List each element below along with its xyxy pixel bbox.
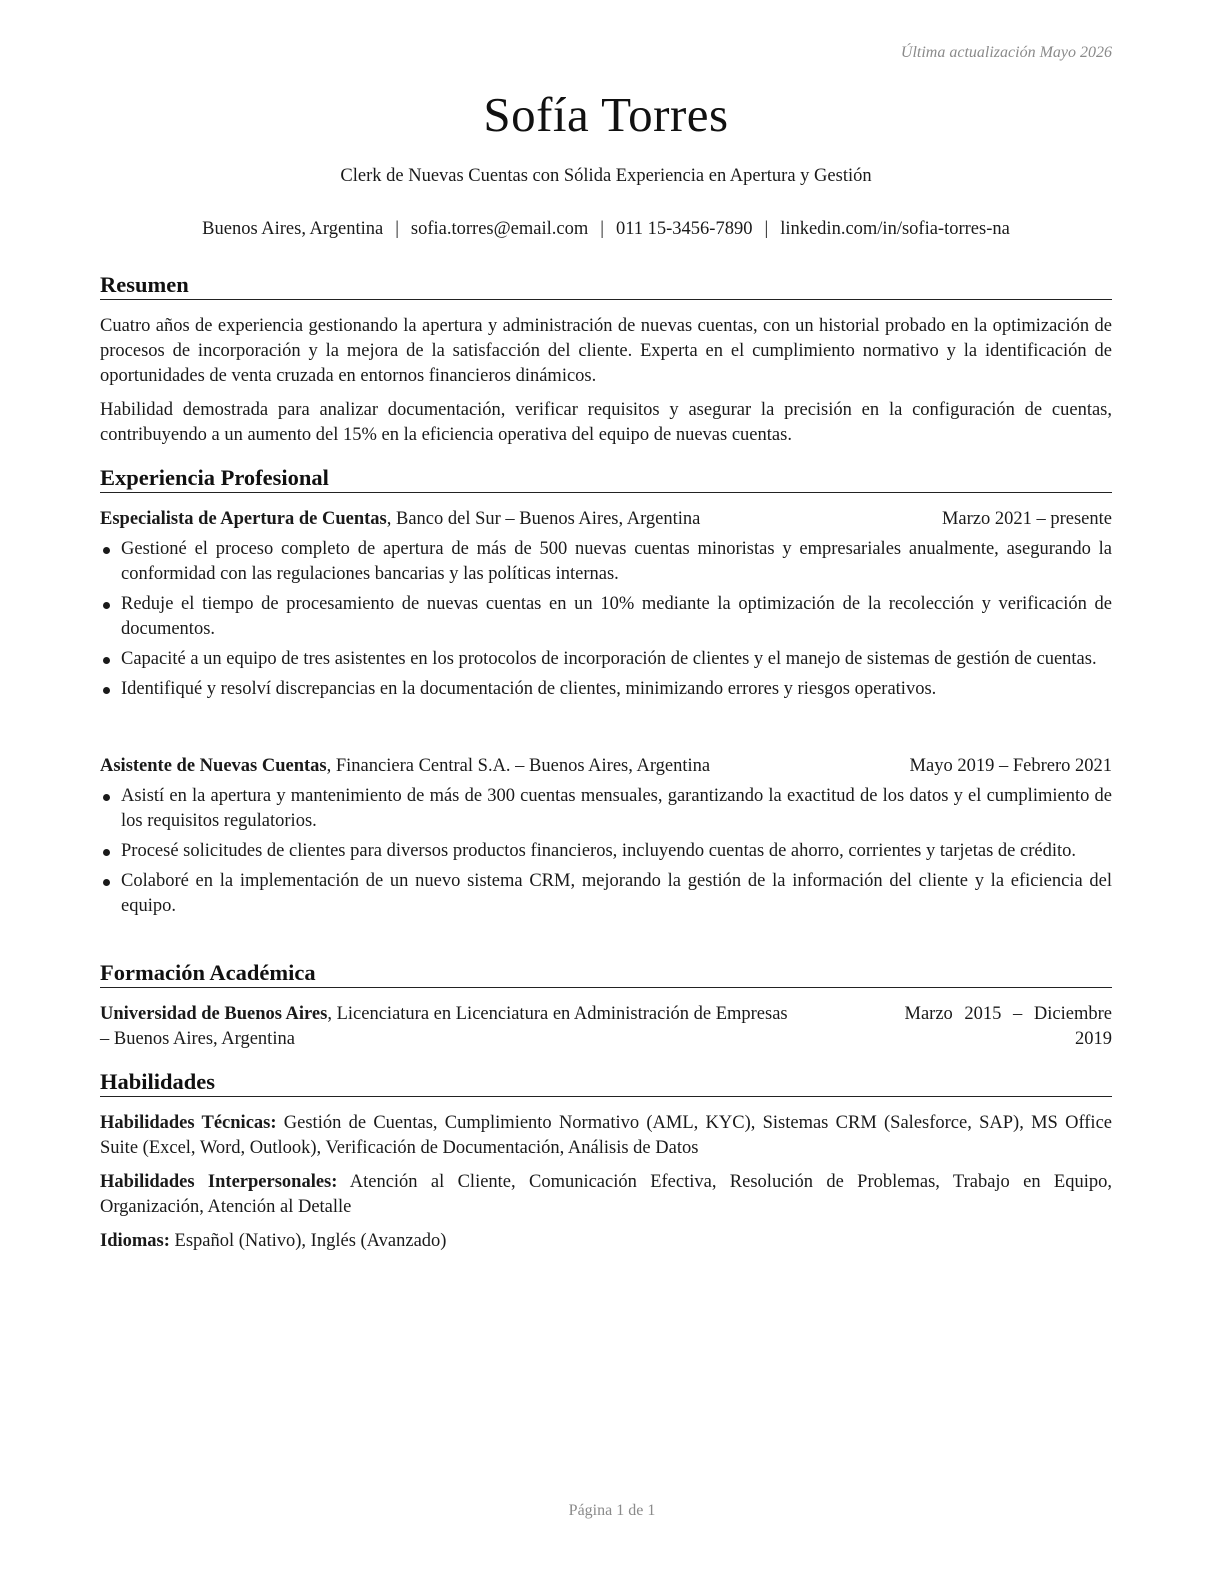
last-updated: Última actualización Mayo 2026 bbox=[900, 44, 1112, 61]
candidate-headline: Clerk de Nuevas Cuentas con Sólida Experiencia en Apertura y Gestión bbox=[340, 166, 872, 186]
contact-separator: | bbox=[764, 219, 769, 239]
education-location: – Buenos Aires, Argentina bbox=[100, 1029, 295, 1049]
job-dates: Mayo 2019 – Febrero 2021 bbox=[909, 756, 1112, 776]
summary-paragraph: Cuatro años de experiencia gestionando la apertura y administración de nuevas cuentas, con un historial probado en la optimización de procesos de incorporación y la mejora de la satisfacción del cliente. Experta en el cumplimiento normativo y la identificación de oportunidades de venta cruzada en entornos financieros dinámicos. bbox=[100, 316, 1112, 386]
section-title-experience: Experiencia Profesional bbox=[100, 464, 1112, 493]
skills-label: Habilidades Interpersonales: bbox=[100, 1172, 338, 1192]
skills-label: Idiomas: bbox=[100, 1231, 170, 1251]
contact-phone: 011 15-3456-7890 bbox=[615, 219, 753, 239]
job-bullet: Procesé solicitudes de clientes para diversos productos financieros, incluyendo cuentas de ahorro, corrientes y tarjetas de crédito. bbox=[100, 839, 1112, 864]
education-school: Universidad de Buenos Aires bbox=[100, 1004, 328, 1024]
section-title-skills: Habilidades bbox=[100, 1068, 1112, 1097]
education-dates-end: 2019 bbox=[1075, 1029, 1112, 1049]
job-bullet: Colaboré en la implementación de un nuevo sistema CRM, mejorando la gestión de la información del cliente y la eficiencia del equipo. bbox=[100, 869, 1112, 919]
candidate-name: Sofía Torres bbox=[483, 87, 729, 142]
job-role: Especialista de Apertura de Cuentas bbox=[100, 509, 387, 529]
job-bullets bbox=[100, 537, 1112, 707]
contact-separator: | bbox=[600, 219, 604, 239]
job-bullet: Gestioné el proceso completo de apertura de más de 500 nuevas cuentas minoristas y empresariales anualmente, asegurando la conformidad con las regulaciones bancarias y las políticas internas. bbox=[100, 537, 1112, 587]
job-bullets bbox=[100, 784, 1112, 924]
contact-line bbox=[80, 219, 1132, 240]
skills-block bbox=[100, 1111, 1112, 1254]
skills-languages bbox=[100, 1229, 1112, 1254]
skills-label: Habilidades Técnicas: bbox=[100, 1113, 277, 1133]
section-title-summary: Resumen bbox=[100, 271, 1112, 300]
skills-text: Atención al Cliente, Comunicación Efectiva, Resolución de Problemas, Trabajo en Equipo, Organización, Atención al Detalle bbox=[100, 1172, 1112, 1217]
job-role: Asistente de Nuevas Cuentas bbox=[100, 756, 327, 776]
job-bullet: Asistí en la apertura y mantenimiento de más de 300 cuentas mensuales, garantizando la exactitud de los datos y el cumplimiento de los requisitos regulatorios. bbox=[100, 784, 1112, 834]
summary-paragraph: Habilidad demostrada para analizar documentación, verificar requisitos y asegurar la precisión en la configuración de cuentas, contribuyendo a un aumento del 15% en la eficiencia operativa del equipo de nuevas cuentas. bbox=[100, 400, 1112, 445]
skills-interpersonal bbox=[100, 1170, 1112, 1220]
job-org: , Financiera Central S.A. – Buenos Aires, Argentina bbox=[326, 756, 711, 776]
education-line-1 bbox=[100, 1002, 788, 1027]
contact-email[interactable]: sofia.torres@email.com bbox=[410, 219, 589, 239]
page-number: Página 1 de 1 bbox=[568, 1502, 656, 1519]
job-org: , Banco del Sur – Buenos Aires, Argentina bbox=[386, 509, 701, 529]
section-title-education: Formación Académica bbox=[100, 959, 1112, 988]
skills-text: Español (Nativo), Inglés (Avanzado) bbox=[169, 1231, 447, 1251]
job-bullet: Identifiqué y resolví discrepancias en la documentación de clientes, minimizando errores y riesgos operativos. bbox=[100, 677, 1112, 702]
job-bullet: Capacité a un equipo de tres asistentes en los protocolos de incorporación de clientes y el manejo de sistemas de gestión de cuentas. bbox=[100, 647, 1112, 672]
job-header bbox=[100, 507, 1112, 532]
education-entry bbox=[100, 1002, 1112, 1052]
summary-block bbox=[100, 314, 1112, 448]
job-bullet: Reduje el tiempo de procesamiento de nuevas cuentas en un 10% mediante la optimización de la recolección y verificación de documentos. bbox=[100, 592, 1112, 642]
education-dates: Marzo 2015 – Diciembre bbox=[904, 1004, 1112, 1024]
skills-technical bbox=[100, 1111, 1112, 1161]
skills-text: Gestión de Cuentas, Cumplimiento Normativo (AML, KYC), Sistemas CRM (Salesforce, SAP), MS Office Suite (Excel, Word, Outlook), Verificación de Documentación, Análisis de Datos bbox=[100, 1113, 1112, 1158]
contact-separator: | bbox=[395, 219, 399, 239]
contact-location: Buenos Aires, Argentina bbox=[202, 219, 384, 239]
education-degree: , Licenciatura en Licenciatura en Administración de Empresas bbox=[327, 1004, 788, 1024]
job-header bbox=[100, 754, 1112, 779]
job-dates: Marzo 2021 – presente bbox=[941, 509, 1112, 529]
contact-linkedin[interactable]: linkedin.com/in/sofia-torres-na bbox=[780, 219, 1010, 239]
